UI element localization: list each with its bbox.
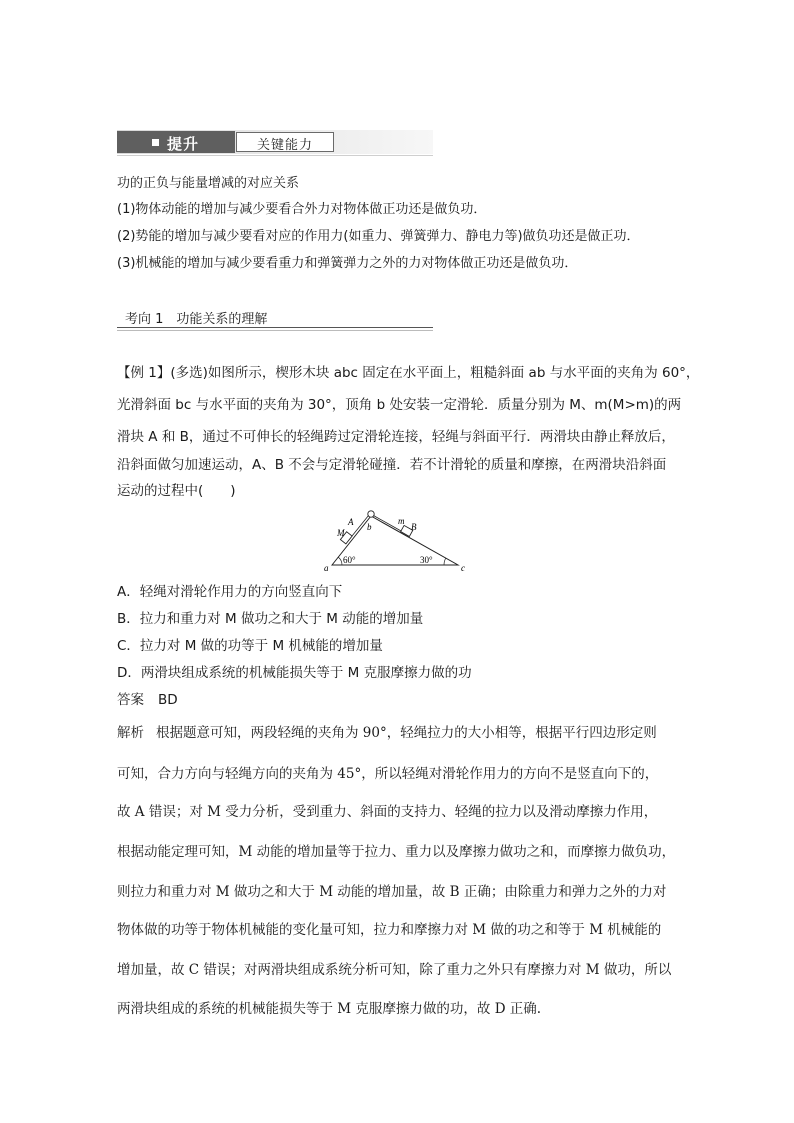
label-c: c bbox=[461, 563, 465, 573]
square-bullet-icon bbox=[152, 139, 159, 146]
label-M: M bbox=[337, 528, 345, 538]
section-divider bbox=[117, 327, 433, 328]
angle-arc-a bbox=[338, 557, 342, 565]
label-A: A bbox=[348, 517, 354, 527]
label-b: b bbox=[367, 522, 372, 532]
label-B: B bbox=[411, 522, 417, 532]
intro-item: (3)机械能的增加与减少要看重力和弹簧弹力之外的力对物体做正功还是做负功． bbox=[117, 256, 578, 271]
solution-label: 解析 bbox=[117, 725, 144, 741]
solution-line: 可知，合力方向与轻绳方向的夹角为 45°，所以轻绳对滑轮作用力的方向不是竖直向下的， bbox=[117, 766, 659, 782]
example-line bbox=[117, 363, 700, 383]
answer-row bbox=[117, 690, 178, 710]
solution-line: 增加量，故 C 错误；对两滑块组成系统分析可知，除了重力之外只有摩擦力对 M 做功，所以 bbox=[117, 962, 672, 978]
label-a: a bbox=[324, 563, 329, 573]
solution-line: 根据动能定理可知，M 动能的增加量等于拉力、重力以及摩擦力做功之和，而摩擦力做负功， bbox=[117, 844, 676, 860]
solution-line: 故 A 错误；对 M 受力分析，受到重力、斜面的支持力、轻绳的拉力以及滑动摩擦力作用， bbox=[117, 804, 658, 820]
option-d: D．两滑块组成系统的机械能损失等于 M 克服摩擦力做的功 bbox=[117, 665, 472, 681]
example-line: 沿斜面做匀加速运动，A、B 不会与定滑轮碰撞．若不计滑轮的质量和摩擦，在两滑块沿斜面 bbox=[117, 457, 667, 473]
section-heading bbox=[117, 305, 433, 331]
option-b: B．拉力和重力对 M 做功之和大于 M 动能的增加量 bbox=[117, 611, 424, 627]
option-a: A．轻绳对滑轮作用力的方向竖直向下 bbox=[117, 584, 343, 600]
section-banner bbox=[117, 130, 433, 156]
banner-subtitle: 关键能力 bbox=[256, 138, 313, 153]
solution-line: 则拉力和重力对 M 做功之和大于 M 动能的增加量，故 B 正确；由除重力和弹力之外的力对 bbox=[117, 884, 667, 900]
section-label: 考向 1 功能关系的理解 bbox=[125, 312, 268, 327]
example-text: (多选)如图所示，楔形木块 abc 固定在水平面上，粗糙斜面 ab 与水平面的夹角为 60°， bbox=[170, 365, 700, 381]
answer-value: BD bbox=[158, 692, 178, 708]
intro-item: (2)势能的增加与减少要看对应的作用力(如重力、弹簧弹力、静电力等)做负功还是做正功． bbox=[117, 229, 640, 244]
solution-line: 物体做的功等于物体机械能的变化量可知，拉力和摩擦力对 M 做的功之和等于 M 机械能的 bbox=[117, 922, 662, 938]
label-angle-c: 30° bbox=[420, 555, 433, 565]
example-line: 滑块 A 和 B，通过不可伸长的轻绳跨过定滑轮连接，轻绳与斜面平行．两滑块由静止释放后， bbox=[117, 429, 675, 445]
intro-item: (1)物体动能的增加与减少要看合外力对物体做正功还是做负功． bbox=[117, 202, 487, 217]
answer-label: 答案 bbox=[117, 692, 144, 708]
example-line: 运动的过程中( ) bbox=[117, 483, 236, 499]
wedge-pulley-diagram bbox=[322, 503, 472, 575]
solution-line bbox=[117, 723, 687, 743]
solution-text: 根据题意可知，两段轻绳的夹角为 90°，轻绳拉力的大小相等，根据平行四边形定则 bbox=[156, 725, 657, 741]
pulley-icon bbox=[368, 511, 374, 517]
banner-light-tab bbox=[236, 132, 334, 152]
label-m: m bbox=[398, 516, 405, 526]
option-c: C．拉力对 M 做的功等于 M 机械能的增加量 bbox=[117, 638, 383, 654]
label-angle-a: 60° bbox=[343, 555, 356, 565]
example-tag: 【例 1】 bbox=[117, 365, 171, 381]
banner-divider bbox=[117, 155, 433, 156]
section-divider-light bbox=[117, 330, 433, 331]
example-line: 光滑斜面 bc 与水平面的夹角为 30°，顶角 b 处安装一定滑轮．质量分别为 M、m(M>m)的两 bbox=[117, 397, 682, 413]
banner-dark-tab bbox=[117, 131, 235, 153]
intro-heading: 功的正负与能量增减的对应关系 bbox=[117, 176, 300, 191]
banner-title: 提升 bbox=[167, 135, 200, 153]
angle-arc-c bbox=[444, 558, 446, 565]
solution-line: 两滑块组成的系统的机械能损失等于 M 克服摩擦力做的功，故 D 正确. bbox=[117, 1001, 542, 1017]
